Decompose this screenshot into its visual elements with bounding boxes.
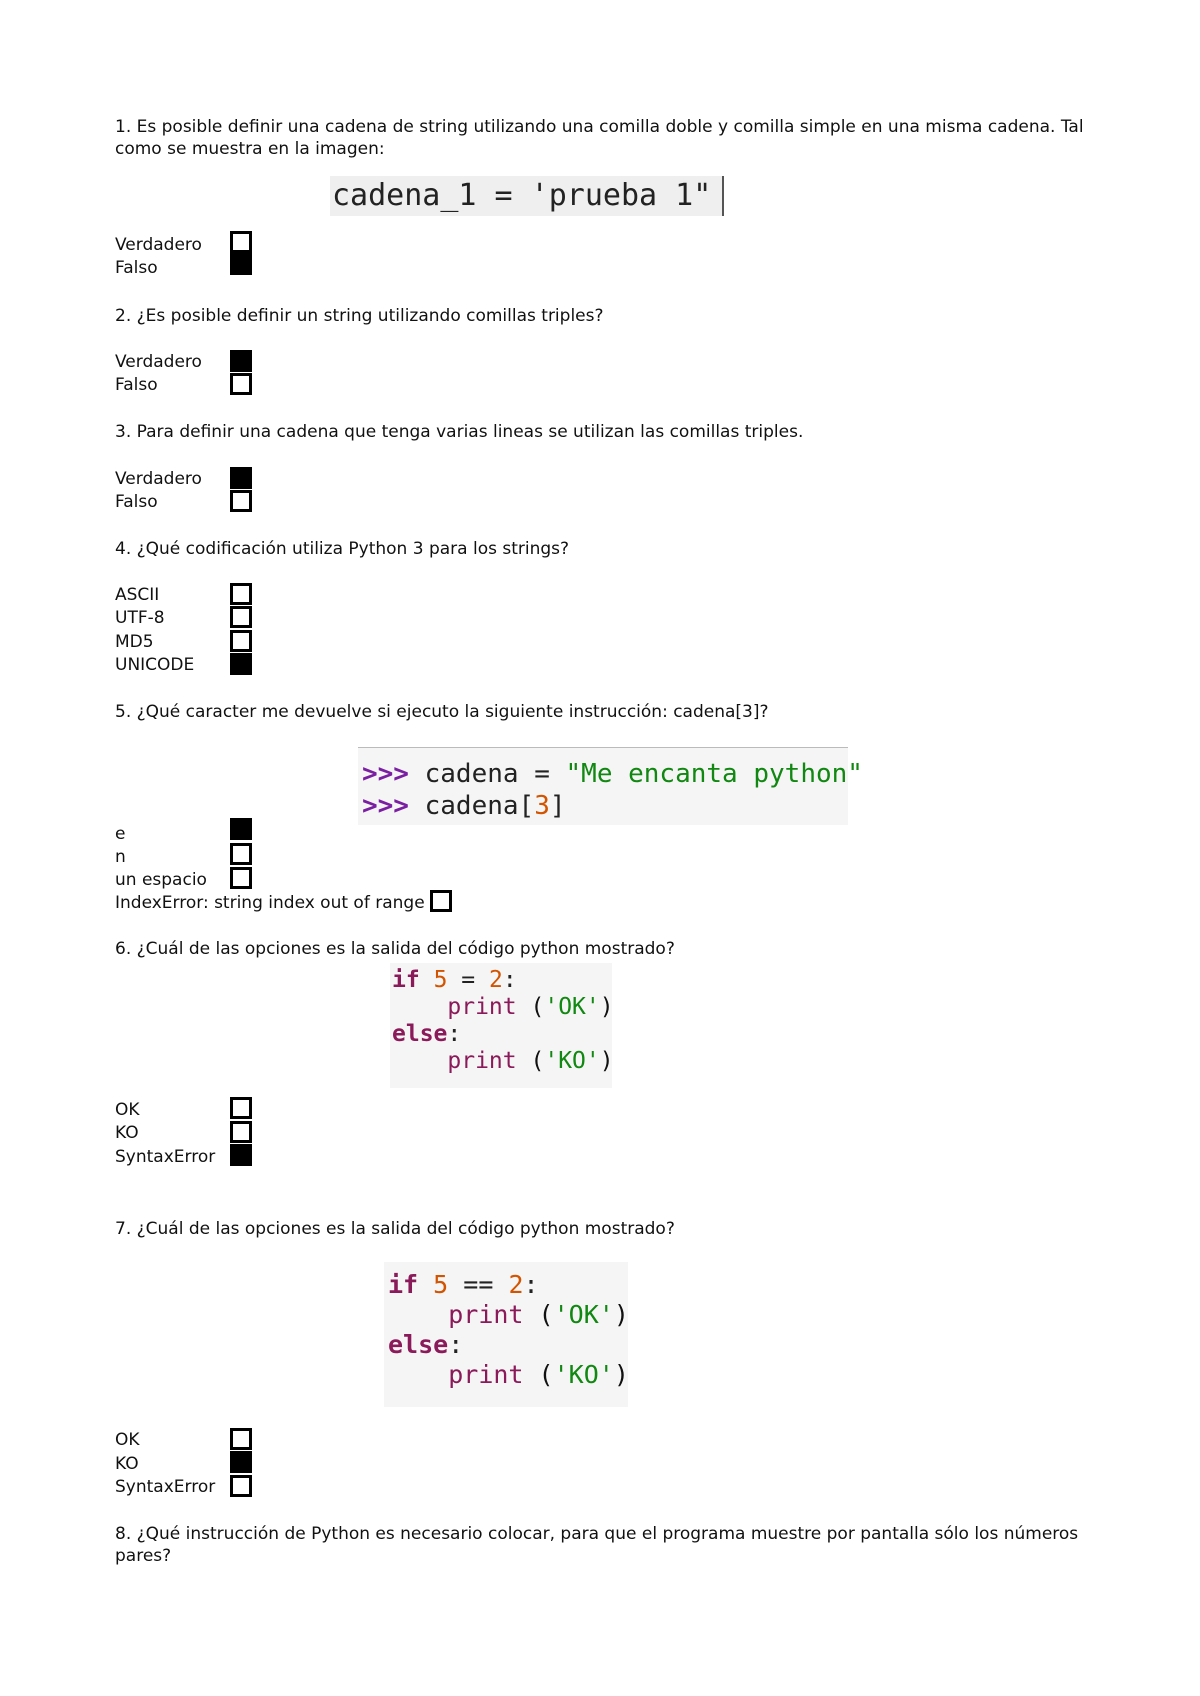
q6-option-ok: OK bbox=[115, 1100, 140, 1120]
q5-option-espacio: un espacio bbox=[115, 870, 207, 890]
q1-option-verdadero: Verdadero bbox=[115, 235, 202, 255]
q7-option-syntaxerror: SyntaxError bbox=[115, 1477, 216, 1497]
code-string: "Me encanta python" bbox=[565, 759, 863, 789]
q5-checkbox-e[interactable] bbox=[230, 818, 252, 840]
q1-option-falso: Falso bbox=[115, 258, 158, 278]
q4-checkbox-ascii[interactable] bbox=[230, 583, 252, 605]
question-4-text: 4. ¿Qué codificación utiliza Python 3 para los strings? bbox=[115, 539, 570, 559]
code-colon: : bbox=[523, 1270, 539, 1299]
q3-checkbox-falso[interactable] bbox=[230, 490, 252, 512]
code-variable: cadena = bbox=[424, 759, 566, 789]
q6-checkbox-ok[interactable] bbox=[230, 1097, 252, 1119]
code-print: print bbox=[447, 994, 517, 1020]
code-operator: = bbox=[447, 967, 489, 993]
code-number: 2 bbox=[488, 967, 503, 993]
q2-option-falso: Falso bbox=[115, 375, 158, 395]
code-print: print bbox=[448, 1300, 524, 1329]
question-7-code-image: if 5 == 2: print ('OK') else: print ('KO') bbox=[384, 1262, 628, 1407]
q3-option-falso: Falso bbox=[115, 492, 158, 512]
question-5-code-image bbox=[358, 747, 863, 825]
q3-checkbox-verdadero[interactable] bbox=[230, 467, 252, 489]
q4-checkbox-utf8[interactable] bbox=[230, 606, 252, 628]
question-1-code-image: cadena_1 = 'prueba 1" bbox=[330, 176, 724, 216]
q5-checkbox-indexerror[interactable] bbox=[430, 890, 452, 912]
question-6-text: 6. ¿Cuál de las opciones es la salida del código python mostrado? bbox=[115, 939, 675, 959]
q7-checkbox-ok[interactable] bbox=[230, 1428, 252, 1450]
q1-checkbox-falso[interactable] bbox=[230, 253, 252, 275]
code-keyword-else: else bbox=[392, 1021, 448, 1047]
code-number: 5 bbox=[433, 967, 448, 993]
q4-option-ascii: ASCII bbox=[115, 585, 160, 605]
q5-option-indexerror: IndexError: string index out of range bbox=[115, 893, 425, 913]
q7-checkbox-syntaxerror[interactable] bbox=[230, 1475, 252, 1497]
code-bracket: ] bbox=[549, 791, 566, 821]
question-2-text: 2. ¿Es posible definir un string utilizando comillas triples? bbox=[115, 306, 604, 326]
question-6-code-image: if 5 = 2: print ('OK') else: print ('KO') bbox=[390, 963, 612, 1088]
q6-option-syntaxerror: SyntaxError bbox=[115, 1147, 216, 1167]
code-string: 'OK' bbox=[544, 994, 600, 1020]
question-7-text: 7. ¿Cuál de las opciones es la salida del código python mostrado? bbox=[115, 1219, 675, 1239]
question-3-text: 3. Para definir una cadena que tenga varias lineas se utilizan las comillas triples. bbox=[115, 422, 804, 442]
code-colon: : bbox=[448, 1330, 464, 1359]
q3-option-verdadero: Verdadero bbox=[115, 469, 202, 489]
code-string: 'KO' bbox=[553, 1360, 614, 1389]
q7-checkbox-ko[interactable] bbox=[230, 1451, 252, 1473]
q5-checkbox-n[interactable] bbox=[230, 843, 252, 865]
q6-checkbox-syntaxerror[interactable] bbox=[230, 1144, 252, 1166]
code-prompt: >>> bbox=[362, 759, 409, 789]
q5-option-e: e bbox=[115, 824, 126, 844]
code-prompt: >>> bbox=[362, 791, 409, 821]
code-keyword-else: else bbox=[388, 1330, 449, 1359]
q4-checkbox-unicode[interactable] bbox=[230, 653, 252, 675]
code-operator: == bbox=[448, 1270, 509, 1299]
q7-option-ko: KO bbox=[115, 1454, 139, 1474]
q7-option-ok: OK bbox=[115, 1430, 140, 1450]
code-print: print bbox=[448, 1360, 524, 1389]
code-number: 2 bbox=[508, 1270, 524, 1299]
question-5-text: 5. ¿Qué caracter me devuelve si ejecuto la siguiente instrucción: cadena[3]? bbox=[115, 702, 769, 722]
q4-option-utf8: UTF-8 bbox=[115, 608, 165, 628]
code-index: 3 bbox=[534, 791, 550, 821]
q1-checkbox-verdadero[interactable] bbox=[230, 231, 252, 253]
question-8-text: 8. ¿Qué instrucción de Python es necesario colocar, para que el programa muestre por pantalla sólo los números pares? bbox=[115, 1524, 1079, 1566]
q2-option-verdadero: Verdadero bbox=[115, 352, 202, 372]
q2-checkbox-verdadero[interactable] bbox=[230, 350, 252, 372]
q2-checkbox-falso[interactable] bbox=[230, 373, 252, 395]
code-string: 'OK' bbox=[553, 1300, 614, 1329]
q5-option-n: n bbox=[115, 847, 126, 867]
question-1-text: 1. Es posible definir una cadena de string utilizando una comilla doble y comilla simple en una misma cadena. Tal como se muestra en la imagen: bbox=[115, 117, 1084, 159]
q4-checkbox-md5[interactable] bbox=[230, 630, 252, 652]
code-colon: : bbox=[502, 967, 517, 993]
code-print: print bbox=[447, 1048, 517, 1074]
q4-option-md5: MD5 bbox=[115, 632, 154, 652]
code-number: 5 bbox=[433, 1270, 449, 1299]
q4-option-unicode: UNICODE bbox=[115, 655, 195, 675]
code-keyword-if: if bbox=[388, 1270, 419, 1299]
code-string: 'KO' bbox=[544, 1048, 600, 1074]
code-keyword-if: if bbox=[392, 967, 420, 993]
code-variable: cadena[ bbox=[424, 791, 535, 821]
q6-checkbox-ko[interactable] bbox=[230, 1121, 252, 1143]
q6-option-ko: KO bbox=[115, 1123, 139, 1143]
code-colon: : bbox=[447, 1021, 462, 1047]
q5-checkbox-espacio[interactable] bbox=[230, 867, 252, 889]
